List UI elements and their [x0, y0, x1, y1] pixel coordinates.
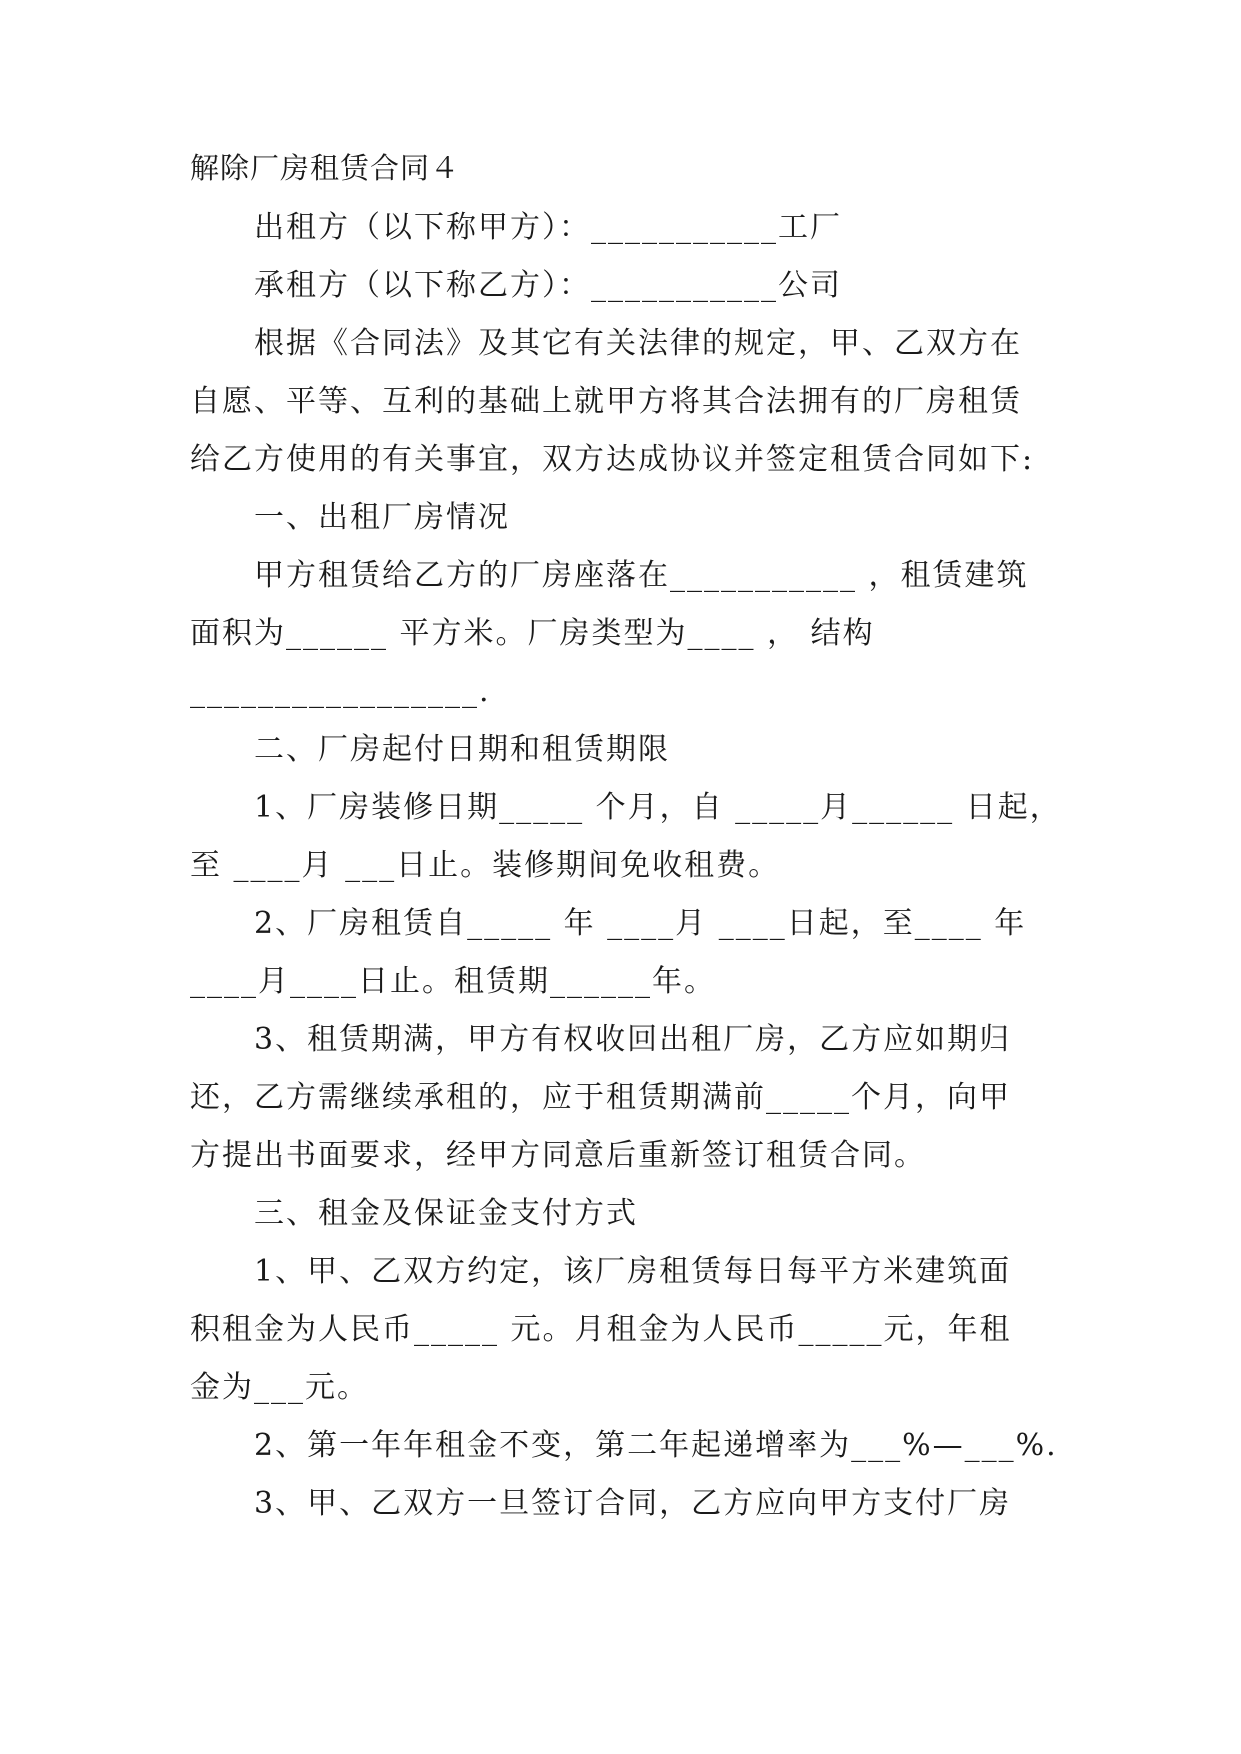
paragraph-line: 3、租赁期满，甲方有权收回出租厂房，乙方应如期归 [254, 1022, 1012, 1057]
paragraph-line: 给乙方使用的有关事宜，双方达成协议并签定租赁合同如下: [190, 442, 1035, 477]
paragraph-line: 面积为______ 平方米。厂房类型为____ ， 结构 [190, 616, 875, 651]
section-heading: 三、租金及保证金支付方式 [254, 1196, 638, 1231]
paragraph-line: 方提出书面要求，经甲方同意后重新签订租赁合同。 [190, 1138, 926, 1173]
lessee-line: 承租方（以下称乙方）：___________公司 [254, 268, 842, 303]
paragraph-line: 2、厂房租赁自_____ 年 ____月 ____日起，至____ 年 [254, 906, 1027, 941]
paragraph-line: 还，乙方需继续承租的，应于租赁期满前_____个月，向甲 [190, 1080, 1011, 1115]
paragraph-line: 自愿、平等、互利的基础上就甲方将其合法拥有的厂房租赁 [190, 384, 1022, 419]
section-heading: 一、出租厂房情况 [254, 500, 510, 535]
paragraph-line: 至 ____月 ___日止。装修期间免收租费。 [190, 848, 781, 883]
paragraph-line: 积租金为人民币_____ 元。月租金为人民币_____元，年租 [190, 1312, 1012, 1347]
paragraph-line: 1、甲、乙双方约定，该厂房租赁每日每平方米建筑面 [254, 1254, 1012, 1289]
paragraph-line: 2、第一年年租金不变，第二年起递增率为___%—___%. [254, 1428, 1058, 1463]
paragraph-line: _________________. [190, 674, 491, 709]
paragraph-line: 根据《合同法》及其它有关法律的规定，甲、乙双方在 [254, 326, 1022, 361]
paragraph-line: 1、厂房装修日期_____ 个月，自 _____月______ 日起， [254, 790, 1062, 825]
document-title: 解除厂房租赁合同４ [190, 151, 461, 185]
paragraph-line: 3、甲、乙双方一旦签订合同，乙方应向甲方支付厂房 [254, 1486, 1012, 1521]
section-heading: 二、厂房起付日期和租赁期限 [254, 732, 670, 767]
paragraph-line: 金为___元。 [190, 1370, 369, 1405]
paragraph-line: ____月____日止。租赁期______年。 [190, 964, 716, 999]
paragraph-line: 甲方租赁给乙方的厂房座落在___________ ，租赁建筑 [254, 558, 1029, 593]
lessor-line: 出租方（以下称甲方）：___________工厂 [254, 210, 842, 245]
